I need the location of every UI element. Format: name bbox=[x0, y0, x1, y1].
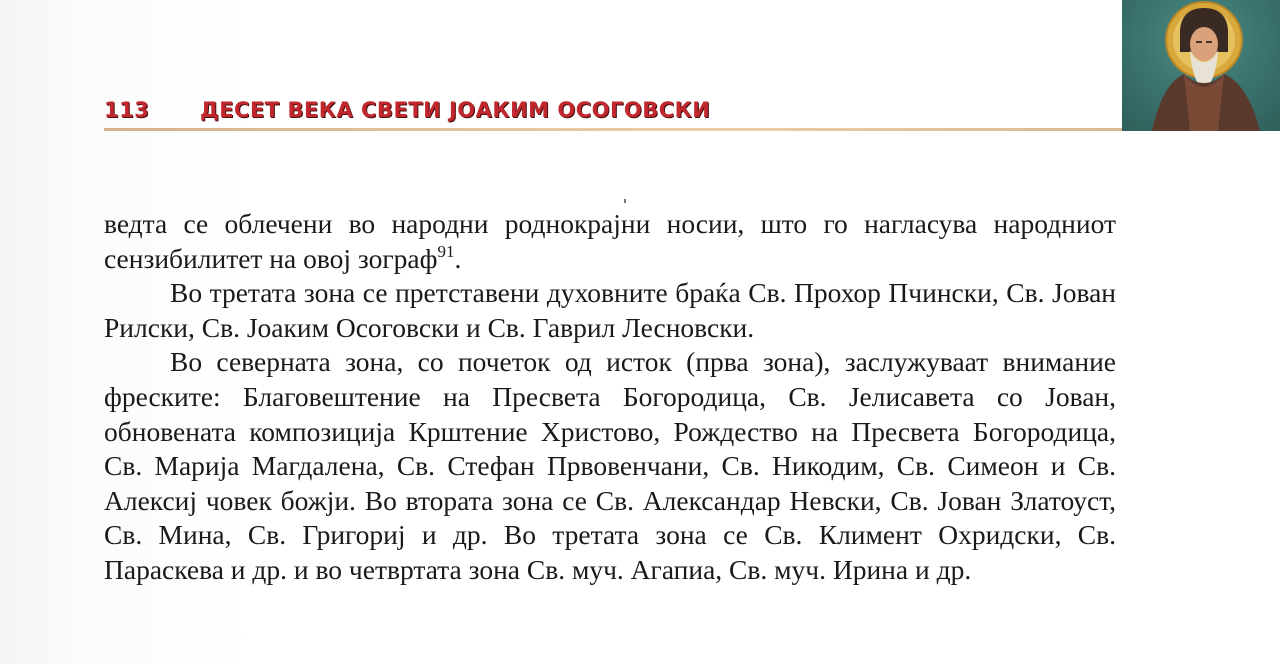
paragraph-2: Во третата зона се претставени духовните браќа Св. Прохор Пчински, Св. Јован Рилски, Св. Јоаким Осоговски и Св. Гаврил Лесновски. bbox=[104, 277, 1116, 343]
header-rule bbox=[104, 128, 1122, 131]
paragraph-1-text: ведта се облечени во народни роднокрајни носии, што го нагласува народниот сензибилитет на овој зограф bbox=[104, 208, 1116, 274]
running-title: ДЕСЕТ ВЕКА СВЕТИ ЈОАКИМ ОСОГОВСКИ bbox=[200, 98, 711, 122]
paragraph-1-end: . bbox=[454, 242, 462, 274]
scan-speck bbox=[624, 199, 626, 203]
face-shape bbox=[1190, 27, 1218, 61]
paragraph-1 bbox=[104, 207, 1116, 276]
saint-portrait-drawing bbox=[1122, 0, 1280, 131]
paragraph-3: Во северната зона, со почеток од исток (прва зона), заслужуваат внимание фреските: Благовештение на Пресвета Богородица, Св. Јелисавета со Јован, обновената композиција Крштение Христово, Рождество на Пресвета Богородица, Св. Марија Магдалена, Св. Стефан Првовенчани, Св. Никодим, Св. Симеон и Св. Алексиј човек божји. Во втората зона се Св. Александар Невски, Св. Јован Златоуст, Св. Мина, Св. Григориј и др. Во третата зона се Св. Климент Охридски, Св. Параскева и др. и во четвртата зона Св. муч. Агапиа, Св. муч. Ирина и др. bbox=[104, 346, 1116, 585]
body-text bbox=[104, 207, 1116, 588]
running-header bbox=[104, 98, 710, 122]
footnote-ref[interactable]: 91 bbox=[437, 241, 455, 261]
page-number: 113 bbox=[104, 98, 150, 122]
saint-portrait-icon bbox=[1122, 0, 1280, 131]
